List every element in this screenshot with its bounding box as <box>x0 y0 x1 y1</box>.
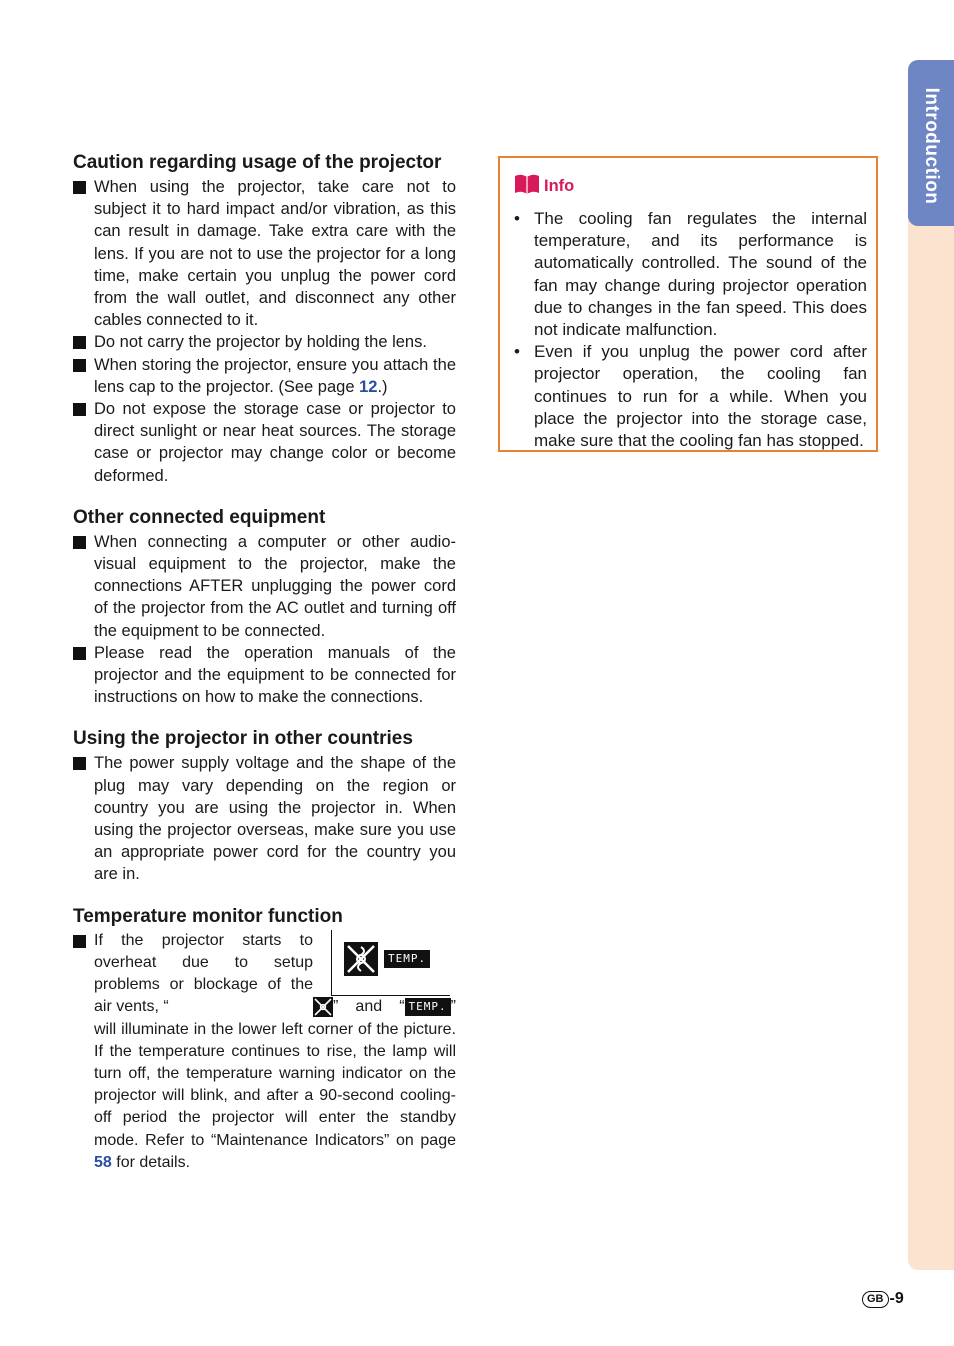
list-item: When using the projector, take care not to subject it to hard impact and/or vibration, as this can result in damage. Take extra care with the lens. If you are not to use the projector for a long time, make certain you unplug the power cord from the wall outlet, and disconnect any other cables connected to it. <box>73 176 456 331</box>
square-bullet-icon <box>73 403 86 416</box>
tab-introduction[interactable] <box>908 60 954 226</box>
bullet-dot-icon: • <box>514 209 520 228</box>
book-icon <box>514 173 540 200</box>
temp-indicator: TEMP. <box>384 950 430 968</box>
info-list <box>514 208 867 452</box>
section-heading: Caution regarding usage of the projector <box>73 152 442 173</box>
page-link-58[interactable]: 58 <box>94 1153 112 1171</box>
list-item: Do not expose the storage case or projector to direct sunlight or near heat sources. The storage case or projector may change color or become deformed. <box>73 398 456 487</box>
section-caution <box>73 150 456 487</box>
square-bullet-icon <box>73 181 86 194</box>
section-heading: Temperature monitor function <box>73 905 343 927</box>
temperature-text: If the projector starts to overheat due to setup problems or blockage of the air vents, “ ” and “ TEMP. ” will illuminate in the lower left corner of the picture. If the temperature continues to rise, the lamp will turn off, the temperature warning indicator on the projector will blink, and after a 90-second cooling-off period the projector will enter the standby mode. Refer to “Maintenance Indicators” on page 58 for details. <box>94 931 456 1171</box>
fan-warning-icon-inline <box>313 997 333 1017</box>
square-bullet-icon <box>73 935 86 948</box>
square-bullet-icon <box>73 336 86 349</box>
info-box <box>498 156 878 452</box>
list-item <box>73 930 456 1174</box>
section-heading: Using the projector in other countries <box>73 728 413 750</box>
list-item: When connecting a computer or other audio-visual equipment to the projector, make the connections AFTER unplugging the power cord of the projector from the AC outlet and turning off the equipment to be connected. <box>73 531 456 642</box>
bullet-dot-icon: • <box>514 342 520 362</box>
temperature-body <box>73 930 456 1174</box>
list-item: • Even if you unplug the power cord after projector operation, the cooling fan continues to run for a while. When you place the projector into the storage case, make sure that the cooling fan has stopped. <box>514 342 867 451</box>
section-heading: Other connected equipment <box>73 506 326 528</box>
section-other-equipment <box>73 505 456 709</box>
square-bullet-icon <box>73 359 86 372</box>
section-temperature <box>73 904 456 1174</box>
list-item: • The cooling fan regulates the internal temperature, and its performance is automatically controlled. The sound of the fan may change during projector operation due to changes in the fan speed. This does not indicate malfunction. <box>514 209 867 340</box>
temp-indicator-inline: TEMP. <box>405 998 451 1016</box>
left-column <box>73 150 456 1192</box>
bullet-list <box>73 930 456 1174</box>
bullet-list <box>73 752 456 885</box>
info-label: Info <box>544 176 575 195</box>
page-link-12[interactable]: 12 <box>359 377 378 396</box>
info-header <box>514 174 867 198</box>
section-other-countries <box>73 726 456 885</box>
page-number-value: -9 <box>889 1290 904 1307</box>
list-item: The power supply voltage and the shape of the plug may vary depending on the region or country you are using the projector in. When using the projector overseas, make sure you use an appropriate power cord for the country you are in. <box>73 752 456 885</box>
region-badge: GB <box>862 1291 889 1308</box>
square-bullet-icon <box>73 647 86 660</box>
list-item: Do not carry the projector by holding the lens. <box>73 331 456 353</box>
bullet-list <box>73 176 456 487</box>
square-bullet-icon <box>73 757 86 770</box>
list-item: When storing the projector, ensure you attach the lens cap to the projector. (See page 12.) <box>73 354 456 398</box>
list-item: Please read the operation manuals of the projector and the equipment to be connected for instructions on how to make the connections. <box>73 642 456 709</box>
tab-introduction-label: Introduction <box>921 87 942 205</box>
side-strip <box>908 60 954 1270</box>
page-number <box>862 1290 904 1308</box>
square-bullet-icon <box>73 536 86 549</box>
bullet-list <box>73 531 456 709</box>
